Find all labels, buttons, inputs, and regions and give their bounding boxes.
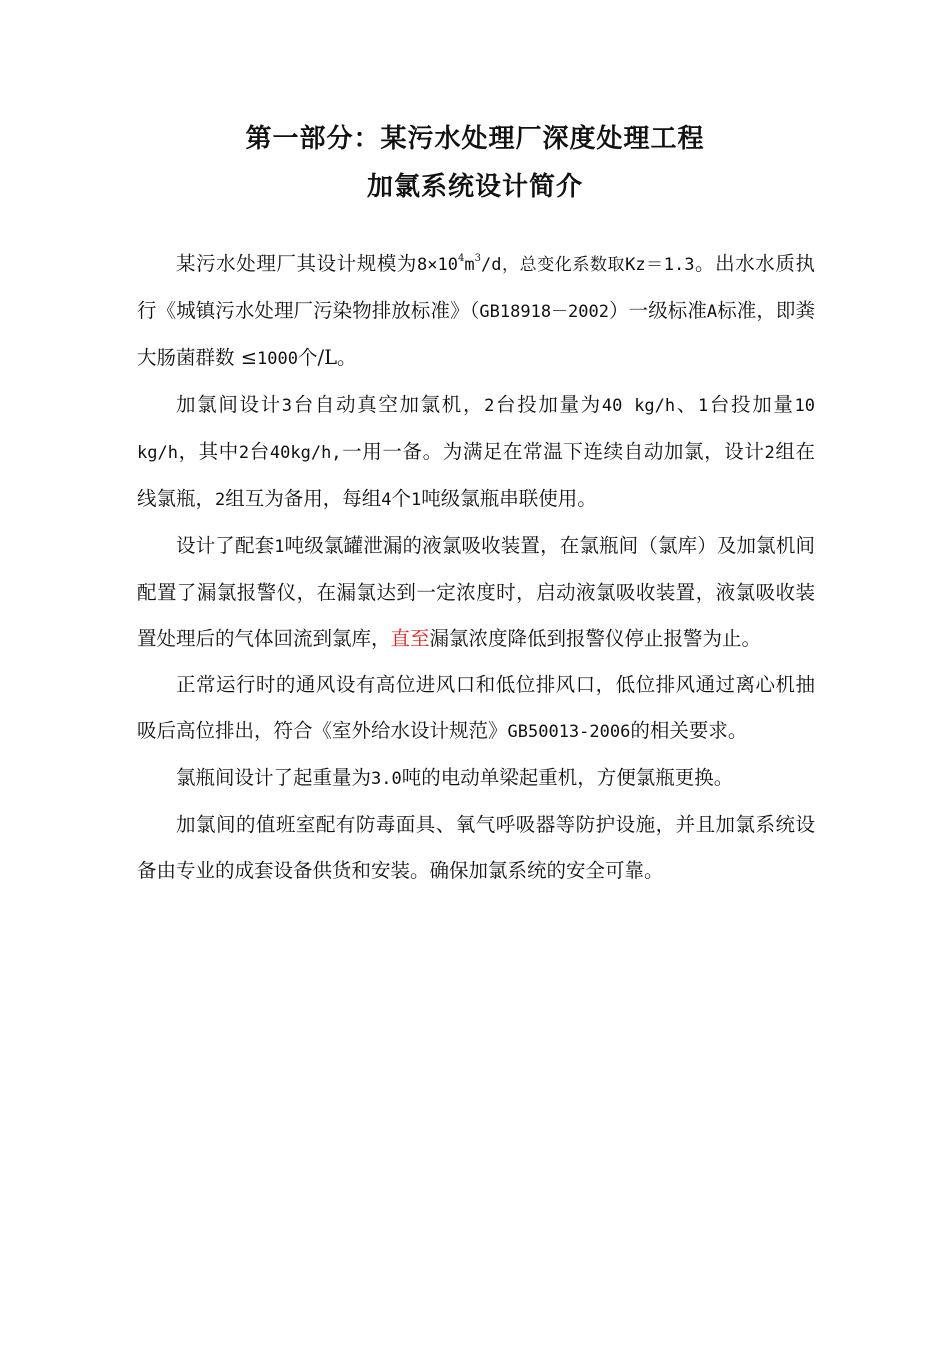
text-run: 台	[249, 440, 270, 463]
text-run: 2	[238, 443, 250, 463]
text-run: 的相关要求。	[630, 719, 748, 742]
text-run: 组互为备用，每组	[225, 487, 382, 510]
paragraph-chlorinators	[137, 382, 815, 523]
text-run: 吨的电动单梁起重机，方便氯瓶更换。	[401, 766, 734, 789]
text-run: 台自动真空加氯机，	[292, 393, 485, 416]
text-run: 、	[675, 393, 698, 416]
text-run: 40kg/h,	[269, 443, 342, 463]
text-run: 1000	[257, 349, 298, 369]
superscript: 3	[474, 253, 481, 264]
text-run: ，其中	[177, 440, 239, 463]
paragraph-safety	[137, 802, 815, 894]
text-run: 8×10	[417, 255, 458, 275]
superscript: 4	[457, 253, 465, 264]
text-run: 1	[411, 490, 422, 510]
text-run: 设计了配套	[176, 534, 275, 557]
paragraph-design-scale	[137, 241, 815, 382]
text-run: 2	[764, 443, 775, 463]
text-run: GB18918－2002	[479, 302, 609, 322]
text-run: 台投加量	[708, 393, 795, 416]
text-run: m	[464, 255, 475, 275]
text-run: 漏氯浓度降低到报警仪停止报警为止。	[429, 627, 762, 650]
text-run: 加氯间设计	[176, 393, 282, 416]
text-run: 2	[484, 396, 495, 416]
text-run: 正常运行时的通风设有高位进风口和低位排风口，低位排风通过离心机抽吸后高位排出，符合《室外给水设计规范》	[137, 673, 815, 742]
text-run: 吨级氯瓶串联使用。	[421, 487, 597, 510]
text-run: 吨级氯罐泄漏的液氯吸收装置，在氯瓶间（氯库）及加氯机间配置了漏氯报警仪，在漏氯达到一定浓度时，启动液氯吸收装置，液氯吸收装置处理后的气体回流到氯库，	[137, 534, 815, 650]
text-run: 2	[215, 490, 226, 510]
document-body	[137, 241, 815, 894]
text-run: 个	[391, 487, 412, 510]
text-run: 10 kg/h	[137, 396, 815, 463]
paragraph-ventilation	[137, 662, 815, 755]
text-run: 一用一备。为满足在常温下连续自动加氯，设计	[341, 440, 765, 463]
text-run: /d，总变化系数取	[480, 255, 626, 275]
text-run: 组在线氯瓶，	[137, 440, 815, 510]
text-run: 。出水水质执行《城镇污水处理厂污染物排放标准》（	[137, 252, 815, 322]
text-run: 某污水处理厂其设计规模为	[176, 252, 418, 275]
text-run: 台投加量为	[494, 393, 602, 416]
paragraph-crane	[137, 755, 815, 802]
paragraph-leak-absorption	[137, 523, 815, 662]
text-run: GB50013-2006	[507, 722, 631, 742]
text-run: 加氯间的值班室配有防毒面具、氧气呼吸器等防护设施，并且加氯系统设备由专业的成套设备供货和安装。确保加氯系统的安全可靠。	[137, 813, 815, 882]
text-run: 个/L。	[298, 346, 357, 369]
text-run: 40 kg/h	[601, 396, 676, 416]
text-run: 4	[381, 490, 392, 510]
text-run: A	[706, 302, 718, 322]
document-title: 第一部分：某污水处理厂深度处理工程	[245, 124, 705, 154]
text-run: 标准，即粪大肠菌群数 ≤	[137, 299, 815, 369]
text-run: 氯瓶间设计了起重量为	[176, 766, 372, 789]
text-run: 1	[274, 537, 285, 557]
document-subtitle: 加氯系统设计简介	[366, 172, 583, 202]
text-run: 1	[697, 396, 709, 416]
text-run: 3	[281, 396, 293, 416]
highlighted-text: 直至	[390, 627, 430, 650]
text-run: 3.0	[371, 769, 402, 789]
text-run: Kz＝1.3	[625, 255, 695, 275]
text-run: ）一级标准	[609, 299, 707, 322]
